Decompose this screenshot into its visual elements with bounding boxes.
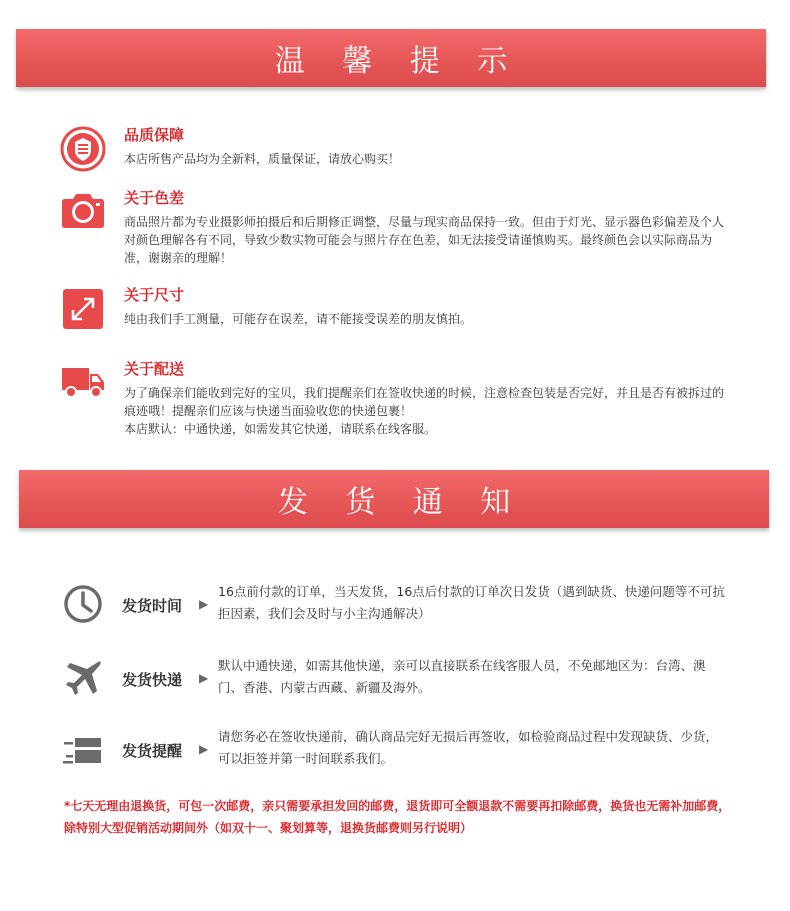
shipping-label: 发货提醒 <box>122 742 183 760</box>
tip-body: 为了确保亲们能收到完好的宝贝，我们提醒亲们在签收快递的时候，注意检查包装是否完好，并且是否有被拆过的痕迹哦！提醒亲们应该与快递当面验收您的快递包裹！ 本店默认：中通快递，如需发其它快递，请联系在线客服。 <box>124 386 725 436</box>
shipping-label: 发货时间 <box>122 597 183 615</box>
banner-title: 发 货 通 知 <box>277 485 525 520</box>
package-reminder-icon <box>62 728 104 770</box>
banner-shipping-notice <box>19 470 769 528</box>
banner-title: 温 馨 提 示 <box>274 44 522 79</box>
shipping-label: 发货快递 <box>122 671 183 689</box>
shipping-text: 默认中通快递，如需其他快递，亲可以直接联系在线客服人员，不免邮地区为：台湾、澳门、香港、内蒙古西藏、新疆及海外。 <box>218 658 706 695</box>
tip-title: 品质保障 <box>124 126 185 144</box>
shipping-text: 请您务必在签收快递前，确认商品完好无损后再签收，如检验商品过程中发现缺货、少货，可以拒签并第一时间联系我们。 <box>218 729 719 766</box>
banner-warm-tips <box>16 29 766 87</box>
quality-shield-icon <box>60 126 106 172</box>
arrow-icon: ▶ <box>199 742 209 756</box>
arrow-icon: ▶ <box>199 597 209 611</box>
tip-title: 关于尺寸 <box>124 286 185 304</box>
airplane-icon <box>62 657 104 699</box>
shipping-courier-row <box>62 655 742 705</box>
arrow-icon: ▶ <box>199 671 209 685</box>
delivery-truck-icon <box>60 360 106 406</box>
tip-body: 本店所售产品均为全新料，质量保证，请放心购买！ <box>124 152 401 166</box>
shipping-text: 16点前付款的订单，当天发货，16点后付款的订单次日发货（遇到缺货、快递问题等不可抗拒因素，我们会及时与小主沟通解决） <box>218 584 725 621</box>
shipping-reminder-row <box>62 726 742 776</box>
return-policy-note: *七天无理由退换货，可包一次邮费，亲只需要承担发回的邮费，退货即可全额退款不需要再扣除邮费，换货也无需补加邮费，除特别大型促销活动期间外（如双十一、聚划算等，退换货邮费则另行说明） <box>64 799 731 835</box>
camera-icon <box>60 189 106 235</box>
shipping-time-row <box>62 581 742 631</box>
clock-icon <box>62 583 104 625</box>
tip-title: 关于配送 <box>124 360 185 378</box>
resize-arrow-icon <box>60 286 106 332</box>
tip-title: 关于色差 <box>124 189 185 207</box>
tip-body: 纯由我们手工测量，可能存在误差，请不能接受误差的朋友慎拍。 <box>124 312 473 326</box>
tip-body: 商品照片都为专业摄影师拍摄后和后期修正调整，尽量与现实商品保持一致。但由于灯光、显示器色彩偏差及个人对颜色理解各有不同，导致少数实物可能会与照片存在色差，如无法接受请谨慎购买。最终颜色会以实际商品为准，谢谢亲的理解！ <box>124 215 725 265</box>
